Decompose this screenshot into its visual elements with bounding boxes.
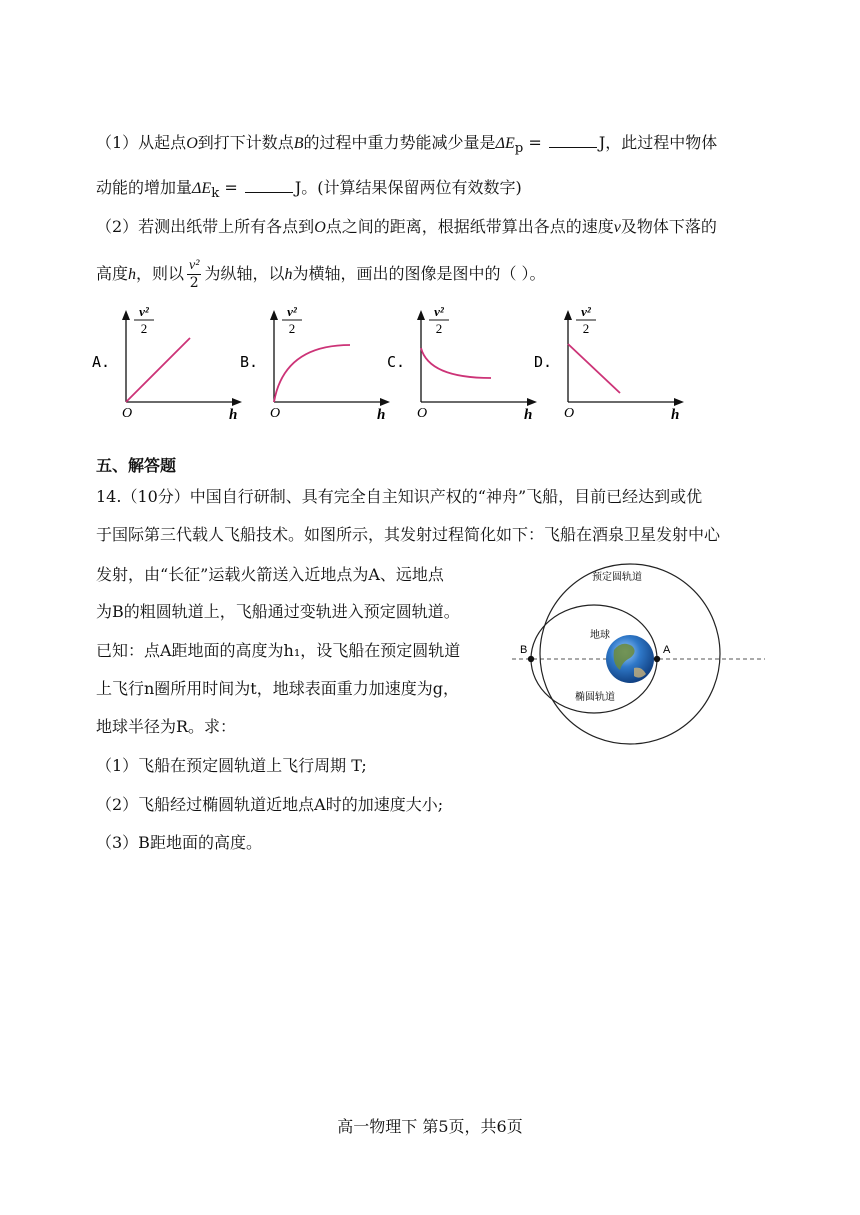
option-graph-d <box>534 300 694 420</box>
earth-icon <box>606 635 654 683</box>
equals: = <box>219 178 243 197</box>
q14-line7: 地球半径为R。求： <box>96 717 237 736</box>
text: （2）若测出纸带上所有各点到 <box>96 217 315 236</box>
subscript-k: k <box>211 186 220 202</box>
option-label: D. <box>534 353 553 371</box>
option-graph-c <box>387 300 547 420</box>
var-h: h <box>284 266 293 283</box>
q14-line4: 为B的粗圆轨道上，飞船通过变轨进入预定圆轨道。 <box>96 602 460 621</box>
curve-falling-line <box>568 344 620 393</box>
text: 到打下计数点 <box>197 133 294 152</box>
q14-sub2: （2）飞船经过椭圆轨道近地点A时的加速度大小; <box>96 795 444 814</box>
y-label-numerator: v² <box>139 304 149 319</box>
text: 点之间的距离，根据纸带算出各点的速度 <box>325 217 614 236</box>
y-label-denominator: 2 <box>435 321 443 336</box>
frac-numerator: v² <box>189 258 200 273</box>
text: J。(计算结果保留两位有效数字) <box>294 178 522 197</box>
y-axis-arrow-icon <box>564 310 572 320</box>
q13-part2-line2 <box>96 254 546 295</box>
equals: = <box>523 133 547 152</box>
origin-label: O <box>564 406 575 420</box>
option-graph-b <box>240 300 400 420</box>
q14-line1: 14.（10分）中国自行研制、具有完全自主知识产权的“神舟”飞船，目前已经达到或优 <box>96 487 703 506</box>
x-label: h <box>229 407 238 420</box>
option-label: B. <box>240 353 259 371</box>
curve-rising-line <box>126 338 190 402</box>
delta-ep: ΔE <box>495 135 515 152</box>
label-circular-orbit: 预定圆轨道 <box>592 572 642 583</box>
x-label: h <box>377 407 386 420</box>
text: 及物体下落的 <box>620 217 717 236</box>
label-ellipse-orbit: 椭圆轨道 <box>575 692 615 703</box>
q14-sub1: （1）飞船在预定圆轨道上飞行周期 T; <box>96 756 367 775</box>
text: 为纵轴，以 <box>204 264 285 283</box>
section-heading: 五、解答题 <box>96 456 177 475</box>
option-label: C. <box>387 353 406 371</box>
q13-part2-line1 <box>96 216 717 239</box>
point-B <box>528 656 534 662</box>
x-axis-arrow-icon <box>674 398 684 406</box>
var-h: h <box>128 266 137 283</box>
subscript-p: p <box>514 141 524 157</box>
answer-blank-ek[interactable] <box>245 178 293 193</box>
text: 的过程中重力势能减少量是 <box>303 133 496 152</box>
label-earth: 地球 <box>590 630 610 641</box>
text: 动能的增加量 <box>96 178 193 197</box>
curve-decaying <box>421 348 491 378</box>
y-label-denominator: 2 <box>582 321 590 336</box>
option-graph-a <box>92 300 252 420</box>
curve-concave-rise <box>274 345 350 402</box>
y-label-denominator: 2 <box>288 321 296 336</box>
q13-part1-line1 <box>96 132 717 160</box>
y-label-numerator: v² <box>287 304 297 319</box>
label-A: A <box>663 644 671 656</box>
orbit-diagram <box>510 560 770 745</box>
origin-label: O <box>270 406 281 420</box>
y-axis-arrow-icon <box>417 310 425 320</box>
origin-label: O <box>122 406 133 420</box>
text: 高度 <box>96 264 129 283</box>
x-label: h <box>671 407 680 420</box>
page-footer: 高一物理下 第5页，共6页 <box>337 1117 523 1136</box>
option-label: A. <box>92 353 111 371</box>
origin-label: O <box>417 406 428 420</box>
x-label: h <box>524 407 533 420</box>
var-O: O <box>186 135 198 152</box>
delta-ek: ΔE <box>192 180 212 197</box>
var-O: O <box>314 219 326 236</box>
text: （1）从起点 <box>96 133 187 152</box>
text: ，则以 <box>136 264 185 283</box>
frac-denominator: 2 <box>189 275 199 291</box>
point-A <box>654 656 660 662</box>
q14-line3: 发射，由“长征”运载火箭送入近地点为A、远地点 <box>96 565 444 584</box>
q14-line2: 于国际第三代载人飞船技术。如图所示，其发射过程简化如下：飞船在酒泉卫星发射中心 <box>96 525 721 544</box>
text: J，此过程中物体 <box>598 133 718 152</box>
y-axis-arrow-icon <box>270 310 278 320</box>
fraction-v2-over-2 <box>187 258 201 291</box>
y-label-numerator: v² <box>434 304 444 319</box>
y-label-denominator: 2 <box>140 321 148 336</box>
q14-line6: 上飞行n圈所用时间为t，地球表面重力加速度为g， <box>96 679 459 698</box>
answer-blank-ep[interactable] <box>549 133 597 148</box>
q14-line5: 已知：点A距地面的高度为h₁，设飞船在预定圆轨道 <box>96 641 461 660</box>
var-v: v <box>613 219 621 236</box>
y-axis-arrow-icon <box>122 310 130 320</box>
var-B: B <box>293 135 304 152</box>
y-label-numerator: v² <box>581 304 591 319</box>
q14-sub3: （3）B距地面的高度。 <box>96 833 262 852</box>
q13-part1-line2 <box>96 177 522 205</box>
label-B: B <box>520 644 528 656</box>
text: 为横轴，画出的图像是图中的（ ）。 <box>292 264 546 283</box>
